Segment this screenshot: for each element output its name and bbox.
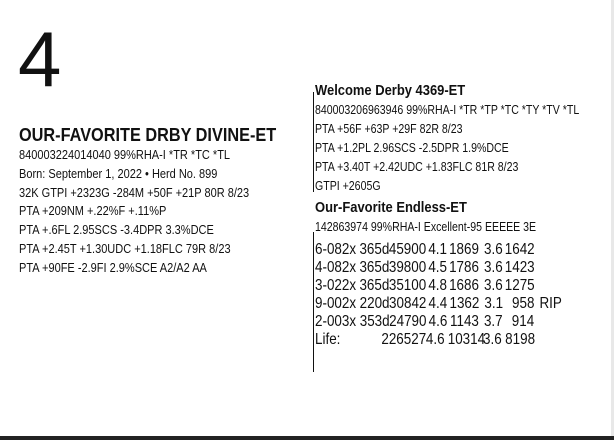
- lifetime-milk: 226527: [381, 331, 427, 348]
- record-milkings: 2x: [341, 295, 357, 312]
- record-milkings: 2x: [341, 241, 357, 258]
- record-age: 4-08: [315, 259, 342, 276]
- record-fat-pct: 4.8: [428, 277, 448, 294]
- record-milk: 39800: [388, 259, 427, 276]
- record-note: [540, 259, 564, 277]
- animal-pta-fe-line: PTA +90FE -2.9FI 2.9%SCE A2/A2 AA: [19, 259, 207, 275]
- record-fat: 1869: [449, 241, 479, 258]
- record-note: RIP: [539, 295, 562, 312]
- record-milk: 35100: [388, 277, 427, 294]
- record-protein-pct: 3.6: [484, 259, 503, 276]
- record-age: 6-08: [315, 241, 342, 258]
- record-protein: 1423: [504, 259, 535, 276]
- animal-name: OUR-FAVORITE DRBY DIVINE-ET: [19, 124, 277, 145]
- record-protein: 914: [511, 313, 535, 330]
- record-note: [540, 277, 564, 295]
- animal-pta-nm-line: PTA +209NM +.22%F +.11%P: [19, 203, 167, 219]
- record-protein-pct: 3.1: [484, 295, 504, 312]
- lifetime-protein: 8198: [505, 331, 536, 348]
- record-milk: 45900: [388, 241, 427, 258]
- sire-pta-health-line: PTA +1.2PL 2.96SCS -2.5DPR 1.9%DCE: [315, 141, 509, 155]
- lifetime-protein-pct: 3.6: [483, 331, 502, 348]
- record-milk: 30842: [389, 295, 427, 312]
- record-days: 353d: [359, 313, 390, 330]
- record-protein: 1642: [504, 241, 535, 258]
- dam-record-row: [315, 259, 564, 277]
- record-milkings: 2x: [341, 277, 357, 294]
- animal-birth-line: Born: September 1, 2022 • Herd No. 899: [19, 165, 218, 181]
- record-milkings: 2x: [341, 259, 357, 276]
- sire-pta-type-line: PTA +3.40T +2.42UDC +1.83FLC 81R 8/23: [315, 160, 519, 174]
- dam-record-row: [315, 277, 564, 295]
- record-milk: 24790: [389, 313, 427, 330]
- record-protein-pct: 3.6: [484, 241, 503, 258]
- record-days: 365d: [359, 241, 390, 258]
- record-protein: 1275: [504, 277, 535, 294]
- record-fat-pct: 4.6: [428, 313, 448, 330]
- record-fat: 1786: [449, 259, 479, 276]
- dam-lifetime-row: [315, 331, 564, 349]
- record-age: 3-02: [315, 277, 342, 294]
- animal-pta-type-line: PTA +2.45T +1.30UDC +1.18FLC 79R 8/23: [19, 240, 231, 256]
- dam-name: Our-Favorite Endless-ET: [315, 200, 467, 216]
- record-age: 9-00: [315, 295, 342, 312]
- record-fat-pct: 4.4: [428, 295, 448, 312]
- record-protein-pct: 3.7: [483, 313, 503, 330]
- record-fat-pct: 4.5: [428, 259, 448, 276]
- dam-record-row: [315, 313, 564, 331]
- dam-id-line: 142863974 99%RHA-I Excellent-95 EEEEE 3E: [315, 220, 537, 234]
- sire-id-line: 840003206963946 99%RHA-I *TR *TP *TC *TY *TV *TL: [315, 103, 580, 117]
- record-days: 365d: [359, 259, 390, 276]
- animal-info: [19, 124, 309, 278]
- record-protein-pct: 3.6: [484, 277, 503, 294]
- lot-number: 4: [18, 15, 62, 103]
- record-note: [539, 313, 563, 331]
- dam-bracket-line: [313, 232, 314, 372]
- page-bottom-border: [0, 436, 614, 440]
- record-fat: 1362: [449, 295, 480, 312]
- sire-pta-production-line: PTA +56F +63P +29F 82R 8/23: [315, 122, 463, 136]
- record-milkings: 3x: [341, 313, 357, 330]
- record-fat: 1143: [450, 313, 479, 330]
- record-days: 220d: [359, 295, 390, 312]
- lifetime-label: Life:: [315, 331, 341, 348]
- record-days: 365d: [359, 277, 390, 294]
- record-fat: 1686: [449, 277, 479, 294]
- sire-gtpi-line: GTPI +2605G: [315, 179, 381, 193]
- record-fat-pct: 4.1: [428, 241, 448, 258]
- record-age: 2-00: [315, 313, 342, 330]
- lifetime-fat-pct: 4.6: [425, 331, 445, 348]
- animal-id-line: 840003224014040 99%RHA-I *TR *TC *TL: [19, 147, 231, 162]
- animal-gtpi-line: 32K GTPI +2323G -284M +50F +21P 80R 8/23: [19, 184, 250, 200]
- sire-name: Welcome Derby 4369-ET: [315, 83, 466, 99]
- record-protein: 958: [511, 295, 535, 312]
- lifetime-fat: 10314: [447, 331, 486, 348]
- pedigree-info: [315, 82, 611, 349]
- dam-record-row: [315, 241, 564, 259]
- dam-record-row: [315, 295, 564, 313]
- animal-pta-health-line: PTA +.6FL 2.95SCS -3.4DPR 3.3%DCE: [19, 222, 214, 238]
- dam-records: [315, 241, 611, 349]
- record-note: [540, 241, 564, 259]
- sire-bracket-line: [313, 92, 314, 192]
